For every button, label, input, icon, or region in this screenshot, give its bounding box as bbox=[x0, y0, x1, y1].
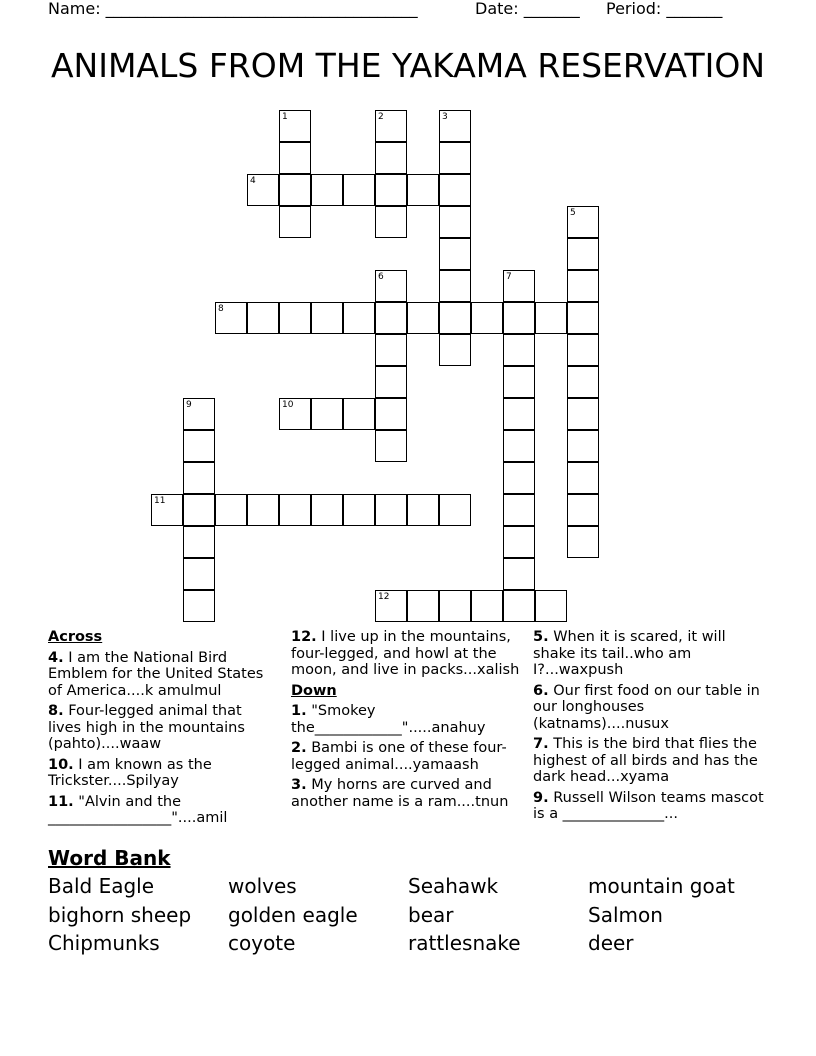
crossword-cell[interactable] bbox=[503, 462, 535, 494]
crossword-cell[interactable] bbox=[375, 590, 407, 622]
down-heading: Down bbox=[291, 682, 337, 699]
crossword-cell[interactable] bbox=[375, 110, 407, 142]
crossword-cell[interactable] bbox=[215, 302, 247, 334]
crossword-cell[interactable] bbox=[343, 174, 375, 206]
clue-down-6: 6. Our first food on our table in our longhouses (katnams)....nusux bbox=[533, 682, 760, 732]
crossword-cell[interactable] bbox=[183, 526, 215, 558]
clue-down-7: 7. This is the bird that flies the highest of all birds and has the dark head...xyama bbox=[533, 736, 758, 785]
crossword-cell[interactable] bbox=[567, 238, 599, 270]
clue-number: 6 bbox=[378, 272, 384, 282]
clue-number: 9 bbox=[186, 400, 192, 410]
word-bank-item: Salmon bbox=[588, 903, 663, 927]
clue-number: 11 bbox=[154, 496, 166, 506]
crossword-cell[interactable] bbox=[567, 302, 599, 334]
word-bank-item: mountain goat bbox=[588, 874, 735, 898]
clue-number: 1 bbox=[282, 112, 288, 122]
name-field-label: Name: _______________________________________ bbox=[48, 0, 418, 18]
crossword-cell[interactable] bbox=[439, 494, 471, 526]
crossword-cell[interactable] bbox=[279, 302, 311, 334]
crossword-cell[interactable] bbox=[407, 494, 439, 526]
crossword-cell[interactable] bbox=[279, 398, 311, 430]
crossword-cell[interactable] bbox=[375, 430, 407, 462]
crossword-cell[interactable] bbox=[375, 334, 407, 366]
crossword-cell[interactable] bbox=[471, 302, 503, 334]
word-bank-item: bighorn sheep bbox=[48, 903, 192, 927]
crossword-cell[interactable] bbox=[567, 494, 599, 526]
crossword-cell[interactable] bbox=[439, 590, 471, 622]
crossword-cell[interactable] bbox=[535, 590, 567, 622]
crossword-cell[interactable] bbox=[503, 590, 535, 622]
clue-number: 4 bbox=[250, 176, 256, 186]
crossword-cell[interactable] bbox=[503, 334, 535, 366]
crossword-cell[interactable] bbox=[279, 494, 311, 526]
word-bank-title: Word Bank bbox=[48, 846, 171, 870]
word-bank-item: coyote bbox=[228, 931, 296, 955]
crossword-cell[interactable] bbox=[343, 302, 375, 334]
crossword-cell[interactable] bbox=[535, 302, 567, 334]
crossword-cell[interactable] bbox=[567, 334, 599, 366]
crossword-cell[interactable] bbox=[247, 494, 279, 526]
word-bank-item: Bald Eagle bbox=[48, 874, 155, 898]
crossword-cell[interactable] bbox=[311, 494, 343, 526]
crossword-cell[interactable] bbox=[567, 462, 599, 494]
crossword-cell[interactable] bbox=[183, 430, 215, 462]
crossword-cell[interactable] bbox=[567, 398, 599, 430]
crossword-cell[interactable] bbox=[311, 174, 343, 206]
word-bank-item: golden eagle bbox=[228, 903, 358, 927]
crossword-cell[interactable] bbox=[439, 142, 471, 174]
crossword-cell[interactable] bbox=[279, 174, 311, 206]
crossword-cell[interactable] bbox=[407, 302, 439, 334]
word-bank-item: wolves bbox=[228, 874, 297, 898]
clue-down-2: 2. Bambi is one of these four-legged animal....yamaash bbox=[291, 740, 507, 773]
crossword-cell[interactable] bbox=[503, 494, 535, 526]
crossword-cell[interactable] bbox=[439, 270, 471, 302]
page-title: ANIMALS FROM THE YAKAMA RESERVATION bbox=[50, 46, 766, 85]
crossword-cell[interactable] bbox=[247, 302, 279, 334]
crossword-cell[interactable] bbox=[183, 398, 215, 430]
crossword-cell[interactable] bbox=[343, 398, 375, 430]
crossword-cell[interactable] bbox=[375, 302, 407, 334]
crossword-cell[interactable] bbox=[311, 302, 343, 334]
crossword-cell[interactable] bbox=[503, 302, 535, 334]
crossword-cell[interactable] bbox=[279, 142, 311, 174]
clue-number: 5 bbox=[570, 208, 576, 218]
crossword-cell[interactable] bbox=[439, 302, 471, 334]
crossword-cell[interactable] bbox=[375, 174, 407, 206]
crossword-cell[interactable] bbox=[375, 142, 407, 174]
crossword-cell[interactable] bbox=[183, 494, 215, 526]
crossword-cell[interactable] bbox=[279, 110, 311, 142]
crossword-cell[interactable] bbox=[439, 110, 471, 142]
crossword-cell[interactable] bbox=[151, 494, 183, 526]
clue-across-12: 12. I live up in the mountains, four-legged, and howl at the moon, and live in packs...xalish bbox=[291, 629, 520, 678]
crossword-cell[interactable] bbox=[407, 174, 439, 206]
clue-across-8: 8. Four-legged animal that lives high in the mountains (pahto)....waaw bbox=[48, 703, 245, 752]
crossword-cell[interactable] bbox=[247, 174, 279, 206]
crossword-cell[interactable] bbox=[183, 590, 215, 622]
crossword-cell[interactable] bbox=[567, 366, 599, 398]
crossword-cell[interactable] bbox=[375, 366, 407, 398]
clue-across-10: 10. I am known as the Trickster....Spilyay bbox=[48, 756, 212, 789]
crossword-cell[interactable] bbox=[439, 334, 471, 366]
crossword-cell[interactable] bbox=[503, 398, 535, 430]
crossword-cell[interactable] bbox=[343, 494, 375, 526]
word-bank-item: deer bbox=[588, 931, 634, 955]
crossword-cell[interactable] bbox=[503, 270, 535, 302]
crossword-cell[interactable] bbox=[503, 526, 535, 558]
clue-across-11: 11. "Alvin and the _________________"....amil bbox=[48, 793, 228, 826]
crossword-cell[interactable] bbox=[471, 590, 503, 622]
word-bank-item: bear bbox=[408, 903, 454, 927]
clue-down-3: 3. My horns are curved and another name is a ram....tnun bbox=[291, 777, 509, 810]
word-bank-item: Chipmunks bbox=[48, 931, 160, 955]
crossword-cell[interactable] bbox=[215, 494, 247, 526]
crossword-cell[interactable] bbox=[375, 270, 407, 302]
across-heading: Across bbox=[48, 629, 103, 645]
crossword-cell[interactable] bbox=[439, 174, 471, 206]
crossword-cell[interactable] bbox=[375, 494, 407, 526]
clues-column-1 bbox=[48, 629, 276, 831]
clue-down-9: 9. Russell Wilson teams mascot is a ______________... bbox=[533, 789, 764, 822]
clues-column-3 bbox=[533, 629, 769, 827]
crossword-cell[interactable] bbox=[375, 206, 407, 238]
crossword-cell[interactable] bbox=[503, 366, 535, 398]
word-bank-item: Seahawk bbox=[408, 874, 499, 898]
crossword-cell[interactable] bbox=[183, 462, 215, 494]
clue-number: 2 bbox=[378, 112, 384, 122]
period-field-label: Period: _______ bbox=[606, 0, 723, 18]
crossword-cell[interactable] bbox=[567, 206, 599, 238]
clue-number: 3 bbox=[442, 112, 448, 122]
clue-down-5: 5. When it is scared, it will shake its tail..who am I?...waxpush bbox=[533, 629, 726, 678]
date-field-label: Date: _______ bbox=[475, 0, 580, 18]
crossword-cell[interactable] bbox=[503, 430, 535, 462]
crossword-cell[interactable] bbox=[567, 270, 599, 302]
clue-number: 8 bbox=[218, 304, 224, 314]
crossword-cell[interactable] bbox=[407, 590, 439, 622]
crossword-cell[interactable] bbox=[311, 398, 343, 430]
crossword-cell[interactable] bbox=[439, 206, 471, 238]
crossword-cell[interactable] bbox=[567, 526, 599, 558]
clue-number: 12 bbox=[378, 592, 390, 602]
crossword-cell[interactable] bbox=[375, 398, 407, 430]
crossword-cell[interactable] bbox=[567, 430, 599, 462]
clue-number: 7 bbox=[506, 272, 512, 282]
clue-across-4: 4. I am the National Bird Emblem for the United States of America....k amulmul bbox=[48, 649, 264, 699]
crossword-cell[interactable] bbox=[439, 238, 471, 270]
clue-down-1: 1. "Smokey the____________".....anahuy bbox=[291, 703, 486, 736]
word-bank-item: rattlesnake bbox=[408, 931, 521, 955]
crossword-cell[interactable] bbox=[279, 206, 311, 238]
clue-number: 10 bbox=[282, 400, 294, 410]
crossword-cell[interactable] bbox=[183, 558, 215, 590]
crossword-cell[interactable] bbox=[503, 558, 535, 590]
clues-column-2 bbox=[291, 629, 521, 814]
